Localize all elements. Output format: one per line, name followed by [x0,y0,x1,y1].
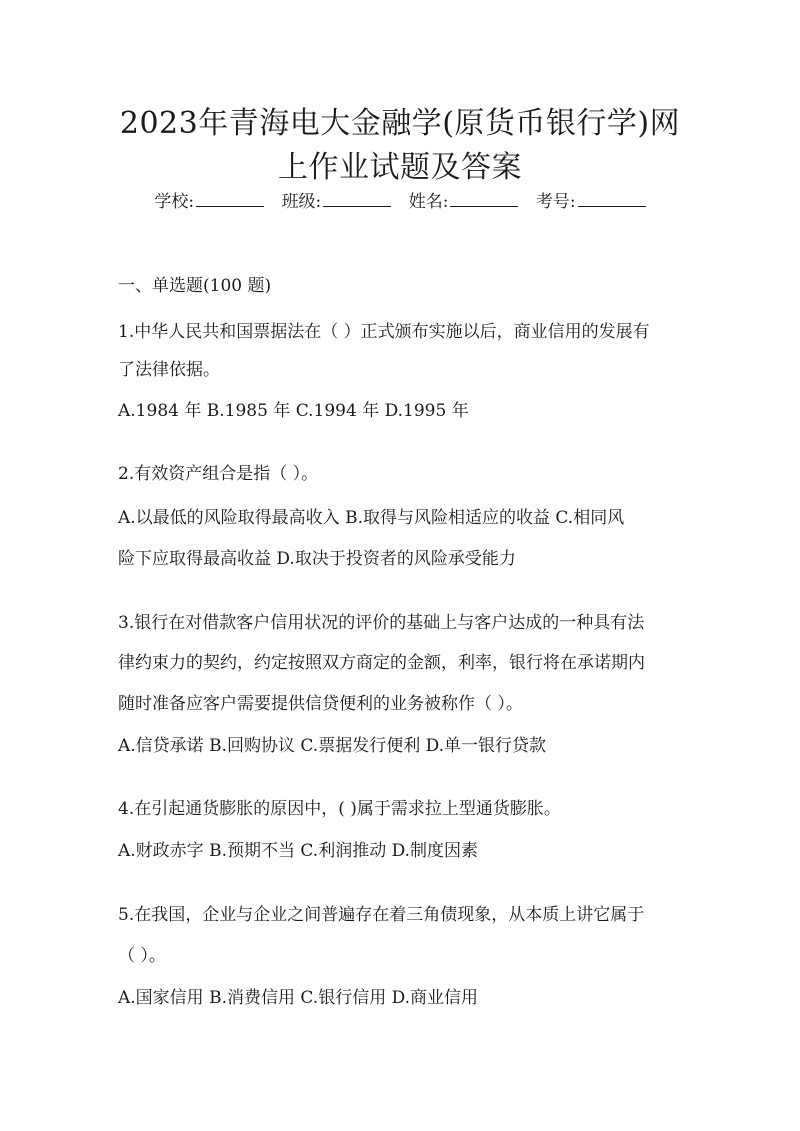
name-label: 姓名: [408,192,449,212]
document-title-line-1: 2023年青海电大金融学(原货币银行学)网 [119,106,681,141]
question-5-options: A.国家信用 B.消费信用 C.银行信用 D.商业信用 [118,988,479,1008]
name-field [409,189,519,215]
question-5-stem-line-1: 5.在我国，企业与企业之间普遍存在着三角债现象，从本质上讲它属于 [118,905,645,925]
school-blank [196,190,264,207]
class-label: 班级: [281,192,322,212]
exam-number-label: 考号: [535,192,576,212]
class-field [282,189,392,215]
name-blank [450,190,518,207]
question-1-options: A.1984 年 B.1985 年 C.1994 年 D.1995 年 [118,401,469,421]
question-2-options-line-1: A.以最低的风险取得最高收入 B.取得与风险相适应的收益 C.相同风 [118,508,625,528]
question-4-options: A.财政赤字 B.预期不当 C.利润推动 D.制度因素 [118,841,479,861]
exam-number-blank [578,190,646,207]
exam-number-field [536,189,646,215]
question-5-stem-line-2: （ ）。 [118,946,166,966]
question-2-stem: 2.有效资产组合是指（ ）。 [118,464,319,484]
document-title-line-2: 上作业试题及答案 [278,150,522,185]
question-3-stem-line-1: 3.银行在对借款客户信用状况的评价的基础上与客户达成的一种具有法 [118,613,645,633]
class-blank [323,190,391,207]
question-3-stem-line-3: 随时准备应客户需要提供信贷便利的业务被称作（ ）。 [118,694,523,714]
question-2-options-line-2: 险下应取得最高收益 D.取决于投资者的风险承受能力 [118,549,516,569]
section-heading: 一、单选题(100 题) [118,276,272,296]
question-4-stem: 4.在引起通货膨胀的原因中，( )属于需求拉上型通货膨胀。 [118,799,561,819]
question-1-stem-line-2: 了法律依据。 [118,360,220,380]
student-info-row [0,189,800,215]
school-label: 学校: [154,192,195,212]
question-1-stem-line-1: 1.中华人民共和国票据法在（ ）正式颁布实施以后，商业信用的发展有 [118,322,650,342]
school-field [154,189,264,215]
question-3-stem-line-2: 律约束力的契约，约定按照双方商定的金额，利率，银行将在承诺期内 [118,653,645,673]
question-3-options: A.信贷承诺 B.回购协议 C.票据发行便利 D.单一银行贷款 [118,736,547,756]
